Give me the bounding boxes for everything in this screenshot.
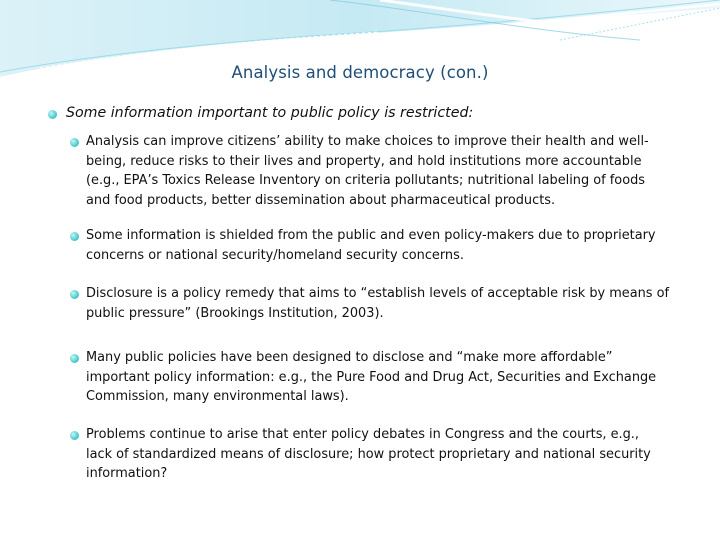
- list-item-line: concerns or national security/homeland security concerns.: [86, 247, 464, 263]
- list-item-line: (e.g., EPA’s Toxics Release Inventory on criteria pollutants; nutritional labeling of foods: [86, 173, 645, 188]
- slide-title: Analysis and democracy (con.): [231, 63, 489, 82]
- list-item-line: Some information is shielded from the public and even policy-makers due to proprietary: [86, 228, 656, 243]
- list-item-line: Many public policies have been designed to disclose and “make more affordable”: [86, 350, 613, 365]
- list-item: [86, 132, 686, 210]
- bullet-icon: [70, 138, 79, 147]
- list-item-line: Analysis can improve citizens’ ability to make choices to improve their health and well-: [86, 134, 649, 149]
- list-item-line: public pressure” (Brookings Institution, 2003).: [86, 305, 384, 321]
- bullet-icon: [70, 232, 79, 241]
- main-point: Some information important to public policy is restricted:: [66, 105, 474, 121]
- list-item-line: being, reduce risks to their lives and property, and hold institutions more accountable: [86, 153, 642, 169]
- list-item-line: information?: [86, 466, 168, 481]
- list-item: [86, 348, 686, 407]
- bullet-icon: [70, 431, 79, 440]
- list-item: [86, 226, 686, 265]
- bullet-icon: [48, 110, 57, 119]
- list-item-line: lack of standardized means of disclosure; how protect proprietary and national security: [86, 446, 651, 462]
- list-item: [86, 425, 686, 484]
- list-item-line: and food products, better dissemination about pharmaceutical products.: [86, 192, 556, 208]
- bullet-icon: [70, 290, 79, 299]
- list-item: [86, 284, 686, 323]
- list-item-line: Problems continue to arise that enter policy debates in Congress and the courts, e.g.,: [86, 427, 640, 442]
- list-item-line: important policy information: e.g., the Pure Food and Drug Act, Securities and Exchange: [86, 369, 657, 385]
- list-item-line: Commission, many environmental laws).: [86, 389, 349, 404]
- bullet-icon: [70, 354, 79, 363]
- list-item-line: Disclosure is a policy remedy that aims to “establish levels of acceptable risk by means of: [86, 286, 670, 301]
